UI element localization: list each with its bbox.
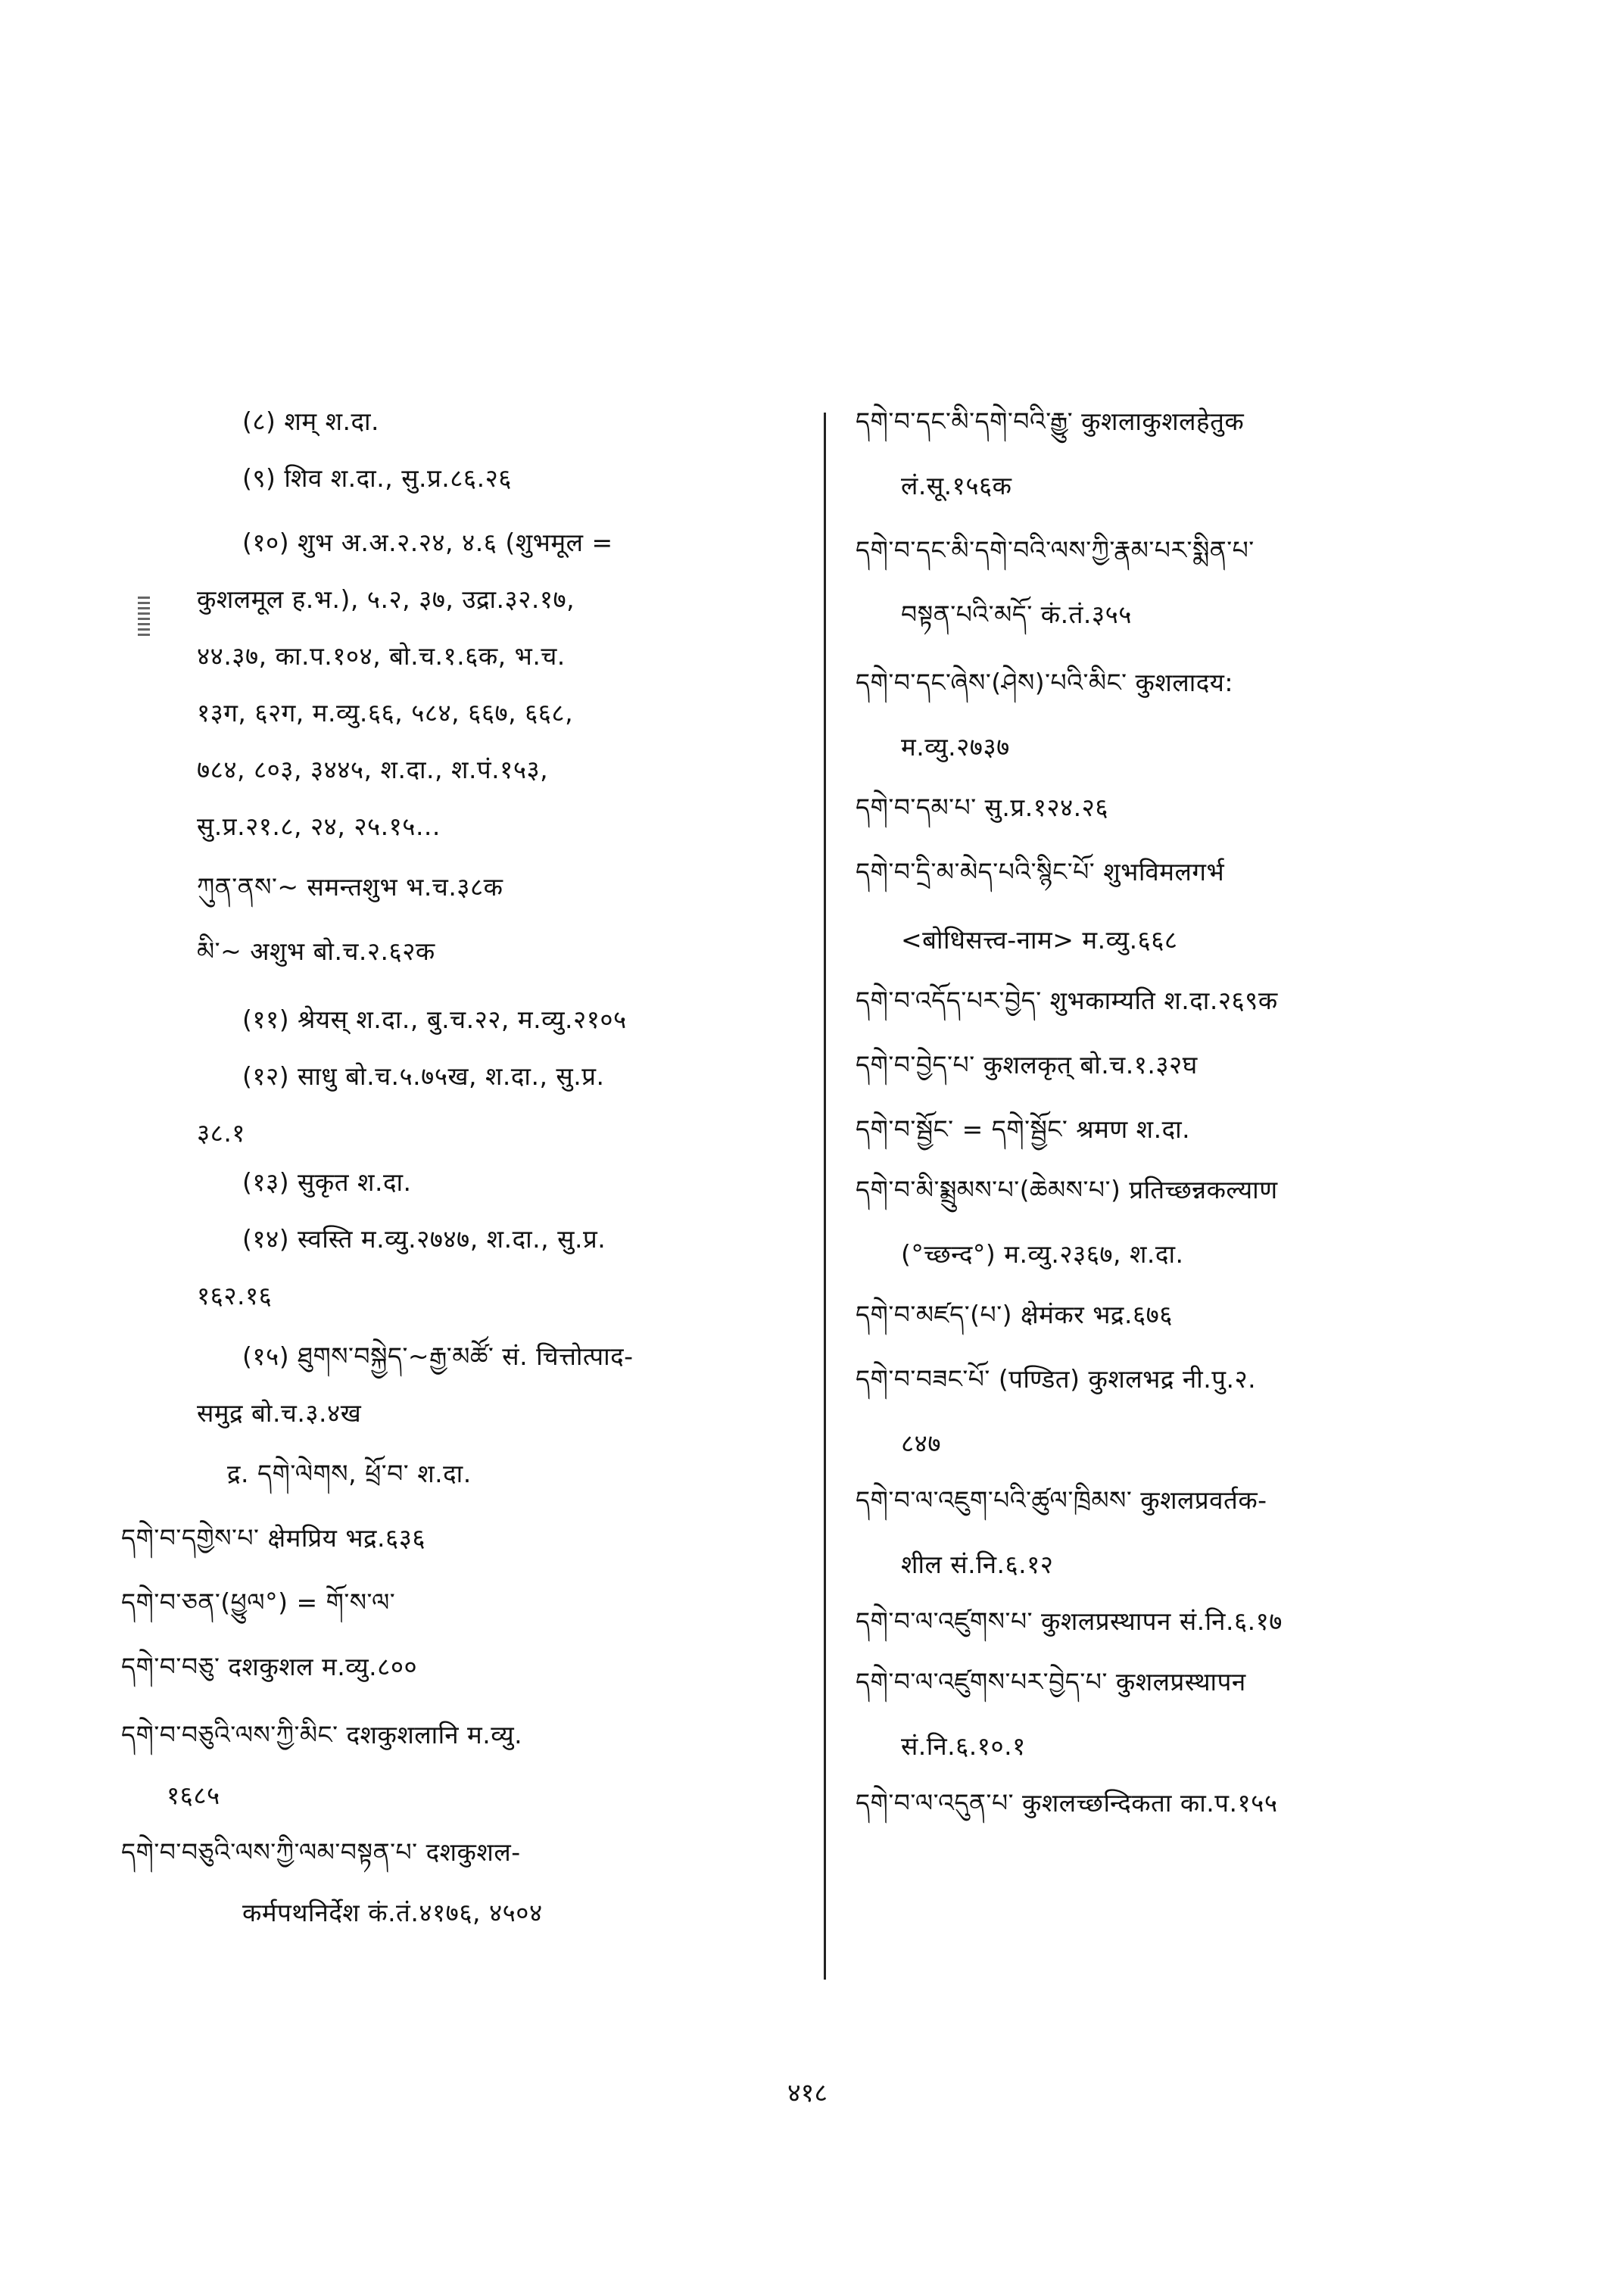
left-entry-line: (१२) साधु बो.च.५.७५ख, श.दा., सु.प्र. (242, 1061, 605, 1091)
right-entry-line: དགེ་བ་ལ་འཇུག་པའི་ཚུལ་ཁྲིམས་ कुशलप्रवर्तक- (856, 1485, 1267, 1515)
left-entry-line: (९) शिव श.दा., सु.प्र.८६.२६ (242, 463, 512, 493)
left-entry-line: (८) शम् श.दा. (242, 407, 380, 436)
right-entry-line: ८४७ (901, 1428, 941, 1458)
right-entry-line: དགེ་བ་ལ་འཛུགས་པར་བྱེད་པ་ कुशलप्रस्थापन (856, 1667, 1246, 1696)
right-entry-line: शील सं.नि.६.१२ (901, 1550, 1054, 1579)
right-entry-line: དགེ་བ་སྦྱོང་ = དགེ་སྦྱོང་ श्रमण श.दा. (856, 1114, 1191, 1144)
right-entry-line: དགེ་བ་བཟང་པོ་ (पण्डित) कुशलभद्र नी.पु.२. (856, 1364, 1257, 1394)
right-entry-line: དགེ་བ་དང་ཞེས་(ཤེས)་པའི་མིང་ कुशलादय: (856, 668, 1234, 697)
right-entry-line: (°च्छन्द°) म.व्यु.२३६७, श.दा. (901, 1239, 1184, 1269)
left-entry-line: (१३) सुकृत श.दा. (242, 1167, 412, 1197)
right-entry-line: དགེ་བ་འདོད་པར་བྱེད་ शुभकाम्यति श.दा.२६९क (856, 986, 1278, 1015)
left-entry-line: (१४) स्वस्ति म.व्यु.२७४७, श.दा., सु.प्र. (242, 1224, 606, 1254)
left-entry-line: དགེ་བ་དགྱེས་པ་ क्षेमप्रिय भद्र.६३६ (121, 1523, 426, 1553)
right-entry-line: सं.नि.६.१०.१ (901, 1731, 1026, 1761)
left-entry-line: सु.प्र.२१.८, २४, २५.१५... (197, 812, 441, 841)
right-entry-line: लं.सू.१५६क (901, 471, 1012, 500)
left-entry-line: कुशलमूल ह.भ.), ५.२, ३७, उद्रा.३२.१७, (197, 584, 575, 614)
left-entry-line: ७८४, ८०३, ३४४५, श.दा., श.पं.१५३, (197, 755, 549, 784)
left-entry-line: १३ग, ६२ग, म.व्यु.६६, ५८४, ६६७, ६६८, (197, 698, 574, 727)
right-entry-line: དགེ་བ་ལ་འཛུགས་པ་ कुशलप्रस्थापन सं.नि.६.१७ (856, 1606, 1283, 1636)
right-entry-line: དགེ་བ་དམ་པ་ सु.प्र.१२४.२६ (856, 793, 1108, 822)
left-entry-line: समुद्र बो.च.३.४ख (197, 1398, 362, 1428)
column-divider (824, 413, 826, 1980)
right-entry-line: དགེ་བ་མི་སྨྲུམས་པ་(ཆེམས་པ་) प्रतिच्छन्नकल्याण (856, 1175, 1278, 1204)
left-entry-line: མི་~ अशुभ बो.च.२.६२क (197, 936, 435, 966)
left-entry-line: (११) श्रेयस् श.दा., बु.च.२२, म.व्यु.२१०५ (242, 1005, 627, 1034)
right-entry-line: དགེ་བ་མཛད་(པ་) क्षेमंकर भद्र.६७६ (856, 1300, 1173, 1329)
right-entry-line: བསྟན་པའི་མདོ་ कं.तं.३५५ (901, 600, 1132, 629)
left-entry-line: དགེ་བ་ཅན་(ཕྱུལ°) = གོ་ས་ལ་ (121, 1587, 396, 1617)
left-entry-line: དགེ་བ་བཅུའི་ལས་ཀྱི་ལམ་བསྟན་པ་ दशकुशल- (121, 1837, 521, 1867)
right-entry-line: དགེ་བ་དྲི་མ་མེད་པའི་སྙིང་པོ་ शुभविमलगर्भ (856, 857, 1225, 886)
left-entry-line: द्र. དགེ་ལེགས, ཕྲོ་བ་ श.दा. (227, 1459, 472, 1488)
page-number: ४१८ (787, 2078, 828, 2108)
scan-artifact (138, 597, 150, 639)
left-entry-line: ३८.१ (197, 1118, 245, 1148)
left-entry-line: १६२.१६ (197, 1281, 273, 1310)
right-entry-line: དགེ་བ་དང་མི་དགེ་བའི་ལས་ཀྱི་རྣམ་པར་སྨིན་པ་ (856, 535, 1255, 565)
right-entry-line: དགེ་བ་དང་མི་དགེ་བའི་རྒྱུ་ कुशलाकुशलहेतुक (856, 407, 1245, 436)
left-entry-line: १६८५ (167, 1781, 220, 1810)
right-entry-line: म.व्यु.२७३७ (901, 732, 1010, 762)
left-entry-line: (१५) ཐུགས་བསྐྱེད་~རྒྱ་མཚོ་ सं. चित्तोत्पाद- (242, 1341, 634, 1371)
left-entry-line: (१०) शुभ अ.अ.२.२४, ४.६ (शुभमूल = (242, 528, 613, 557)
right-entry-line: དགེ་བ་ལ་འདུན་པ་ कुशलच्छन्दिकता का.प.१५५ (856, 1788, 1278, 1818)
left-entry-line: ཀུན་ནས་~ समन्तशुभ भ.च.३८क (197, 872, 503, 902)
left-entry-line: कर्मपथनिर्देश कं.तं.४१७६, ४५०४ (242, 1898, 543, 1927)
left-entry-line: ४४.३७, का.प.१०४, बो.च.१.६क, भ.च. (197, 641, 566, 671)
left-entry-line: དགེ་བ་བཅུ་ दशकुशल म.व्यु.८०० (121, 1652, 418, 1681)
right-entry-line: དགེ་བ་བྱེད་པ་ कुशलकृत् बो.च.१.३२घ (856, 1050, 1198, 1080)
left-entry-line: དགེ་བ་བཅུའི་ལས་ཀྱི་མིང་ दशकुशलानि म.व्यु. (121, 1720, 523, 1749)
right-entry-line: <बोधिसत्त्व-नाम> म.व्यु.६६८ (901, 925, 1178, 955)
